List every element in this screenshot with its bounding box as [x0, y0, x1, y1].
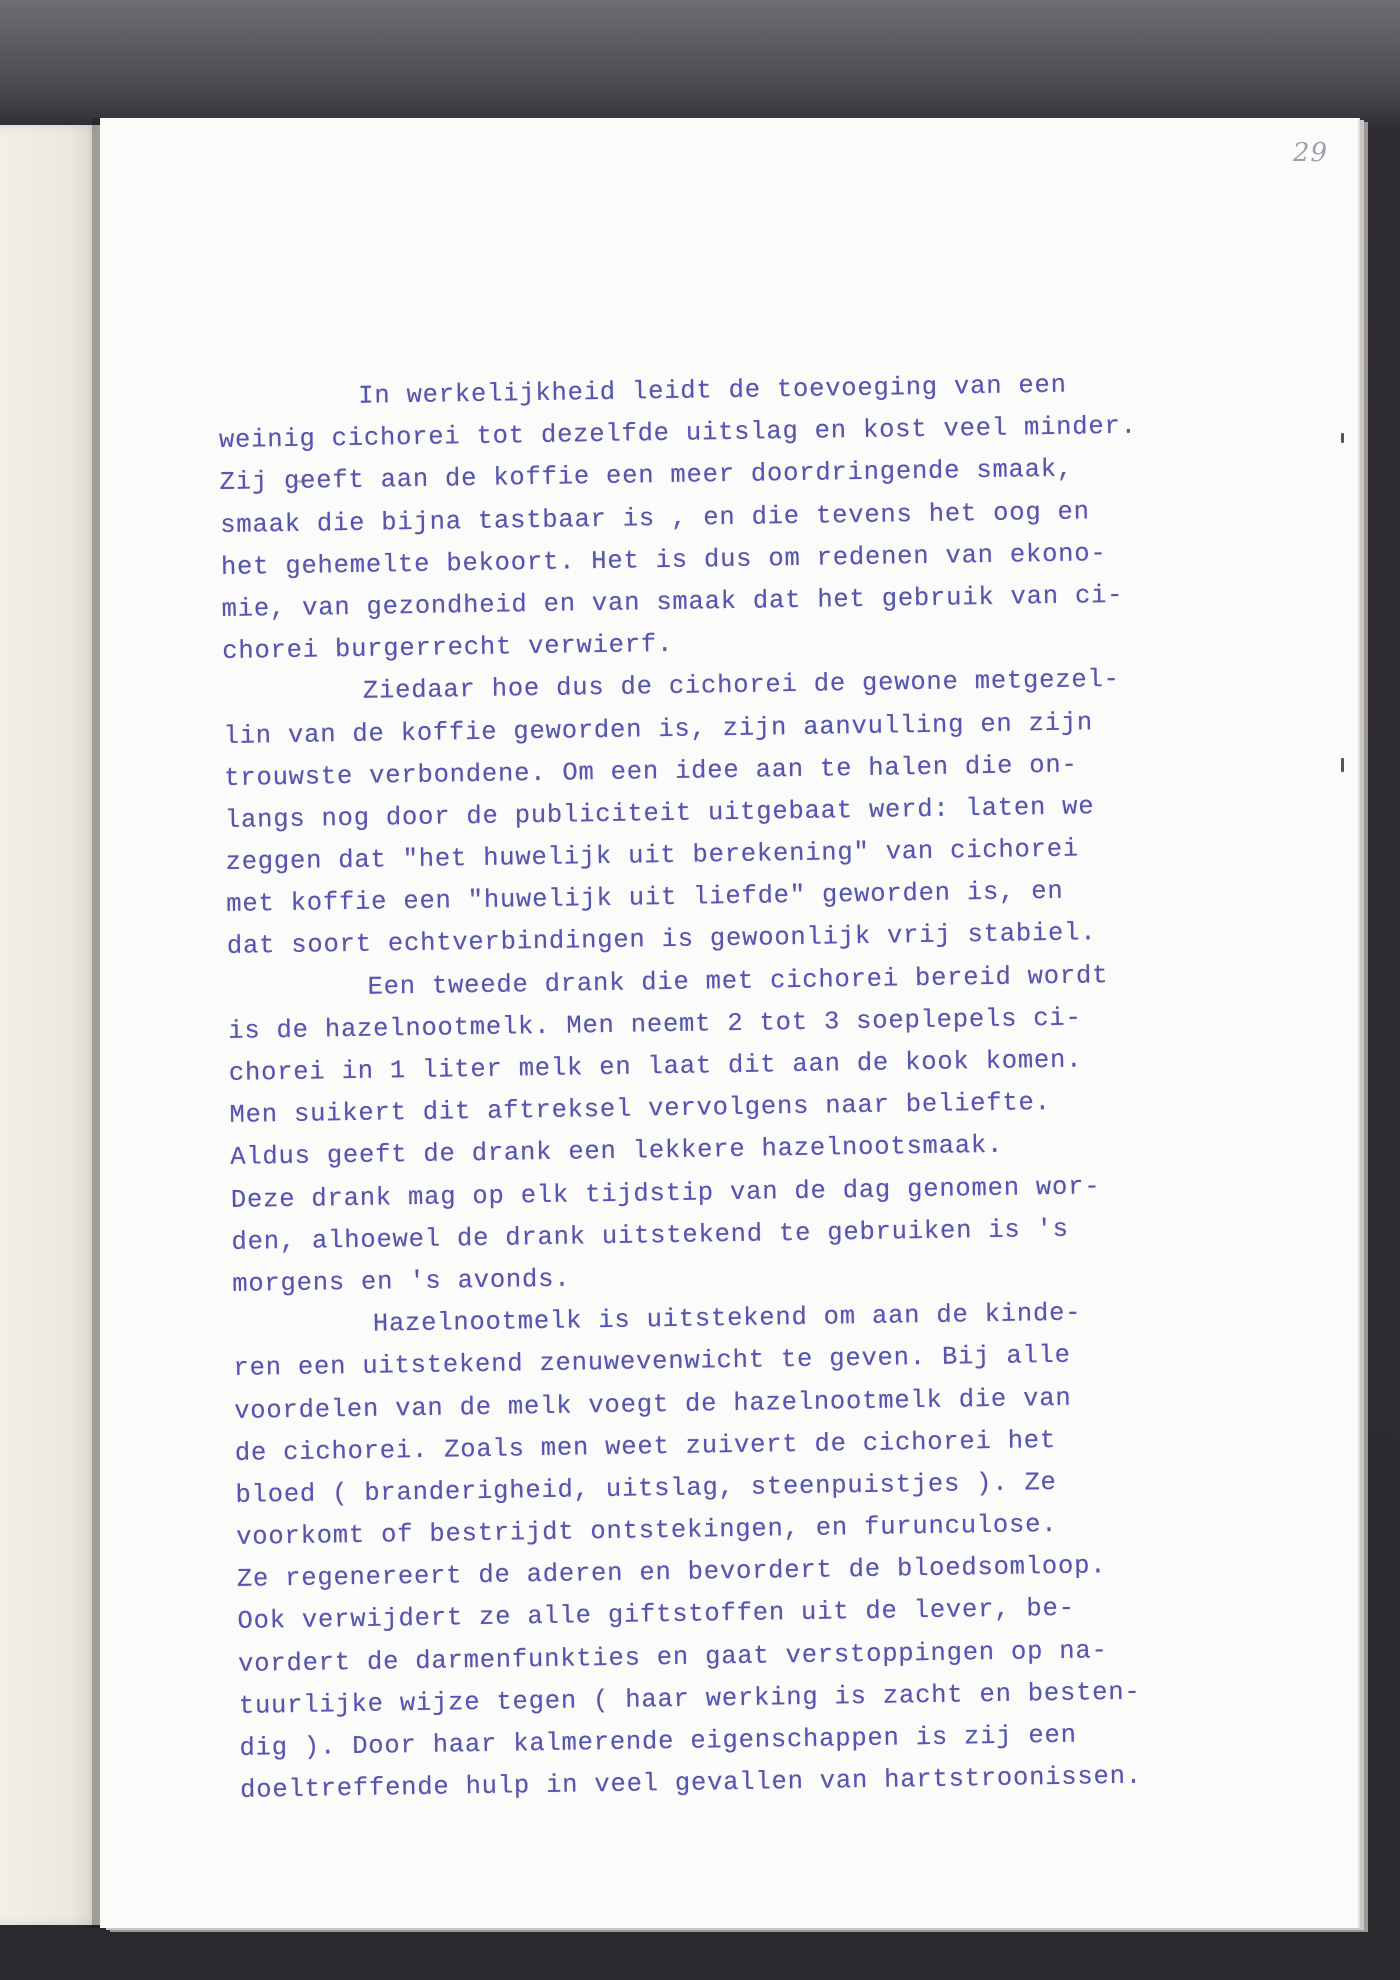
text-line: bloed ( branderigheid, uitslag, steenpuistjes ). Ze: [235, 1467, 1057, 1510]
text-line: het gehemelte bekoort. Het is dus om redenen van ekono-: [220, 538, 1107, 582]
text-line: Hazelnootmelk is uitstekend om aan de kinde-: [372, 1298, 1082, 1339]
text-line: is de hazelnootmelk. Men neemt 2 tot 3 soeplepels ci-: [228, 1003, 1082, 1046]
text-line: morgens en 's avonds.: [232, 1264, 571, 1299]
text-line: Ziedaar hoe dus de cichorei de gewone metgezel-: [362, 665, 1120, 707]
text-line: Men suikert dit aftreksel vervolgens naar beliefte.: [229, 1088, 1051, 1131]
text-line: chorei burgerrecht verwierf.: [222, 630, 674, 667]
text-line: Aldus geeft de drank een lekkere hazelnootsmaak.: [230, 1131, 1004, 1173]
text-line: lin van de koffie geworden is, zijn aanvulling en zijn: [223, 707, 1094, 751]
text-line: mie, van gezondheid en van smaak dat het gebruik van ci-: [221, 580, 1124, 624]
text-line: vordert de darmenfunkties en gaat verstoppingen op na-: [237, 1635, 1108, 1679]
page-edge-mark: [1341, 758, 1344, 772]
text-line: tuurlijke wijze tegen ( haar werking is zacht en besten-: [238, 1677, 1141, 1721]
text-line: trouwste verbondene. Om een idee aan te halen die on-: [224, 750, 1078, 793]
text-line: ren een uitstekend zenuwevenwicht te geven. Bij alle: [233, 1341, 1072, 1384]
page-number: 29: [1292, 138, 1328, 168]
typed-body-text: [218, 361, 1300, 1812]
text-line: Deze drank mag op elk tijdstip van de dag genomen wor-: [230, 1171, 1101, 1215]
text-line: de cichorei. Zoals men weet zuivert de cichorei het: [234, 1425, 1057, 1468]
text-line: voorkomt of bestrijdt ontstekingen, en furunculose.: [235, 1510, 1058, 1552]
text-line: dig ). Door haar kalmerende eigenschappen is zij een: [239, 1720, 1077, 1763]
document-page: [100, 118, 1358, 1928]
page-edge-mark: [1341, 433, 1344, 443]
text-line: chorei in 1 liter melk en laat dit aan de kook komen.: [228, 1045, 1083, 1088]
text-line: Ook verwijdert ze alle giftstoffen uit de lever, be-: [237, 1594, 1076, 1637]
text-line: den, alhoewel de drank uitstekend te gebruiken is 's: [231, 1214, 1070, 1257]
text-line: met koffie een "huwelijk uit liefde" geworden is, en: [226, 877, 1064, 920]
text-line: zeggen dat "het huwelijk uit berekening" van cichorei: [225, 834, 1080, 878]
text-line: Een tweede drank die met cichorei bereid wordt: [367, 960, 1109, 1002]
text-line: Ze regenereert de aderen en bevordert de bloedsomloop.: [236, 1551, 1107, 1595]
text-line: langs nog door de publiciteit uitgebaat werd: laten we: [224, 792, 1095, 835]
text-line: smaak die bijna tastbaar is , en die tevens het oog en: [220, 496, 1090, 540]
text-line: In werkelijkheid leidt de toevoeging van een: [358, 370, 1067, 411]
facing-page-edge: [0, 125, 100, 1925]
text-line: doeltreffende hulp in veel gevallen van hartstroonissen.: [239, 1761, 1143, 1806]
text-line: voordelen van de melk voegt de hazelnootmelk die van: [233, 1383, 1072, 1426]
text-line: Zij geeft aan de koffie een meer doordringende smaak,: [219, 454, 1074, 498]
text-line: dat soort echtverbindingen is gewoonlijk vrij stabiel.: [226, 918, 1097, 962]
text-line: weinig cichorei tot dezelfde uitslag en kost veel minder.: [218, 411, 1137, 456]
